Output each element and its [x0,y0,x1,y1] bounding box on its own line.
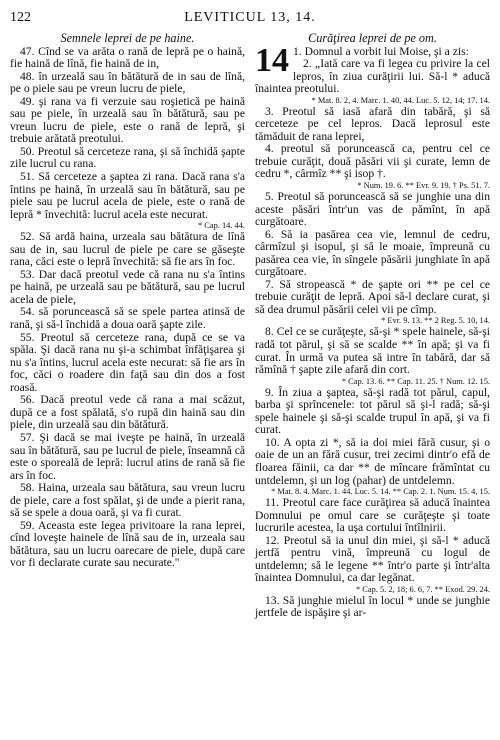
verse [255,229,490,279]
verse [255,497,490,535]
verse-text: 58. Haina, urzeala sau bătătura, sau vreun lucru de piele, care a fost spălat, şi de unde a pierit rana, să se spele a doua oară, şi va fi curat. [10,481,245,520]
verse [10,96,245,146]
verse [10,394,245,432]
verse [10,332,245,395]
verse [255,387,490,437]
verse-text: 7. Să stropească * de şapte ori ** pe cel ce trebuie curăţit de lepră. Apoi să-l declare curat, şi să dea drumul păsării celei vii pe cîmp. [255,277,490,316]
verse [255,58,490,106]
verse-text: 13. Să junghie mielul în locul * unde se junghie jertfele de ispăşire şi ar- [255,593,490,620]
cross-reference: * Mat. 8. 4. Marc. 1. 44. Luc. 5. 14. ** Cap. 2. 1. Num. 15. 4, 15. [271,487,490,497]
verse-text: 8. Cel ce se curăţeşte, să-şi * spele hainele, să-şi radă tot părul, şi să se scalde ** în apă; şi va fi curat. În urmă va putea să intre în tabără, dar să rămînă † şapte zile afară din cort. [255,325,490,377]
verse [255,535,490,595]
verse-text: 52. Să ardă haina, urzeala sau bătătura de lînă sau de in, sau lucrul de piele pe care se găseşte rana, căci este o lepră învechită: să fie ars în foc. [10,230,245,269]
verse [255,279,490,327]
verse [10,146,245,171]
verse-text: 56. Dacă preotul vede că rana a mai scăzut, după ce a fost spălată, s'o rupă din haină sau din piele, din urzeală sau din bătătură. [10,393,245,432]
verse-text: 4. preotul să poruncească ca, pentru cel ce trebuie curăţit, două păsări vii şi curate, lemn de cedru *, cârmîz ** şi isop †. [255,142,490,181]
cross-reference: * Evr. 9. 13. ** 2 Reg. 5. 10, 14. [381,316,490,326]
verse [10,306,245,331]
verse-text: 59. Aceasta este legea privitoare la rana leprei, cînd loveşte hainele de lînă sau de in, urzeala sau bătătura, sau un lucru oarecare de piele, după care vor fi declarate curate sau necurate." [10,518,245,570]
verse [255,326,490,386]
running-title: LEVITICUL 13, 14. [184,10,316,25]
cross-reference: * Cap. 13. 6. ** Cap. 11. 25. † Num. 12. 15. [341,376,490,386]
verse [10,520,245,570]
page-header [10,10,490,30]
verse-text: 5. Preotul să poruncească să se junghie una din aceste păsări într'un vas de pămînt, în apă curgătoare. [255,190,490,229]
two-column-body [10,32,490,620]
verse-text: 1. Domnul a vorbit lui Moise, şi a zis: [293,44,469,58]
verse [10,231,245,269]
cross-reference: * Mat. 8. 2, 4. Marc. 1. 40, 44. Luc. 5. 12, 14; 17. 14. [311,95,490,105]
verse [255,191,490,229]
verse-text: 3. Preotul să iasă afară din tabără, şi să cerceteze pe cel lepros. Dacă leprosul este tămăduit de rana leprei, [255,104,490,143]
page-number: 122 [10,10,31,25]
verse-text: 49. şi rana va fi verzuie sau roşietică pe haină sau pe piele, în urzeală sau în bătătură, sau pe vreun lucru de piele, este o rană de lepră, şi trebuie arătată preotului. [10,94,245,146]
verse-text: 53. Dar dacă preotul vede că rana nu s'a întins pe haină, pe urzeală sau pe bătătură, sau pe lucrul acela de piele, [10,267,245,306]
cross-reference: * Cap. 5. 2, 18; 6. 6, 7. ** Exod. 29. 24. [356,584,490,594]
verse [10,171,245,231]
verse-text: 54. să poruncească să se spele partea atinsă de rană, şi să-l închidă a doua oară şapte zile. [10,305,245,332]
verse [255,595,490,620]
verse [255,143,490,191]
verse [255,437,490,497]
chapter-number: 14 [255,41,289,79]
section-title-right: Curăţirea leprei de pe om. [308,31,437,45]
verse [10,482,245,520]
verse [255,106,490,144]
verse-text: 51. Să cerceteze a şaptea zi rana. Dacă rana s'a întins pe haină, în urzeală sau în bătătură, sau pe piele sau pe lucrul acela de piele, este o rană de lepră * învechită: lucrul acela este necurat. [10,170,245,221]
verse-text: 6. Să ia pasărea cea vie, lemnul de cedru, cârmîzul şi isopul, şi să le moaie, împreună cu pasărea cea vie, în sîngele păsării junghiate în apă curgătoare. [255,227,490,279]
verse-text: 12. Preotul să ia unul din miei, şi să-l * aducă jertfă pentru vină, împreună cu logul de untdelemn; să le legene ** într'o parte şi într'alta înaintea Domnului, ca dar legănat. [255,533,490,585]
section-title-left: Semnele leprei de pe haine. [60,31,195,45]
verse-text: 10. A opta zi *, să ia doi miei fără cusur, şi o oaie de un an fără cusur, trei zecimi dintr'o efă de floarea făinii, ca dar ** de mîncare frămîntat cu untdelemn, şi un log (pahar) de untdelemn. [255,435,490,487]
verse [10,432,245,482]
verse [10,269,245,307]
verse-text: 55. Preotul să cerceteze rana, după ce se va spăla. Şi dacă rana nu şi-a schimbat înfăţişarea şi nu s'a întins, lucrul acela este necurat: să fie ars în foc, căci o roadere din faţă sau din dos a fost roasă. [10,330,245,394]
verse-text: 48. în urzeală sau în bătătură de in sau de lînă, pe o piele sau pe vreun lucru de piele, [10,69,245,96]
verse [10,71,245,96]
verse-text: 57. Şi dacă se mai iveşte pe haină, în urzeală sau în bătătură, sau pe lucrul de piele, înseamnă că este o sporeală de lepră: lucrul atins de rană să fie ars în foc. [10,430,245,482]
verse-text: 50. Preotul să cerceteze rana, şi să închidă şapte zile lucrul cu rana. [10,144,245,171]
verse-text: 2. „Iată care va fi legea cu privire la cel lepros, în ziua curăţirii lui. Să-l * aducă înaintea preotului. [255,57,490,96]
cross-reference: * Num. 19. 6. ** Evr. 9. 19. † Ps. 51. 7. [357,181,490,191]
cross-reference: * Cap. 14. 44. [198,221,245,231]
right-column [255,32,490,620]
verse-text: 9. În ziua a şaptea, să-şi radă tot părul, capul, barba şi sprîncenele: tot părul să şi-l radă; să-şi spele hainele şi să-şi scalde trupul în apă, şi va fi curat. [255,385,490,437]
verse-text: 47. Cînd se va arăta o rană de lepră pe o haină, fie haină de lînă, fie haină de in, [10,44,245,71]
left-column [10,32,245,620]
verse [10,46,245,71]
verse-text: 11. Preotul care face curăţirea să aducă înaintea Domnului pe omul care se curăţeşte şi toate lucrurile acestea, la uşa cortului întîlnirii. [255,496,490,535]
